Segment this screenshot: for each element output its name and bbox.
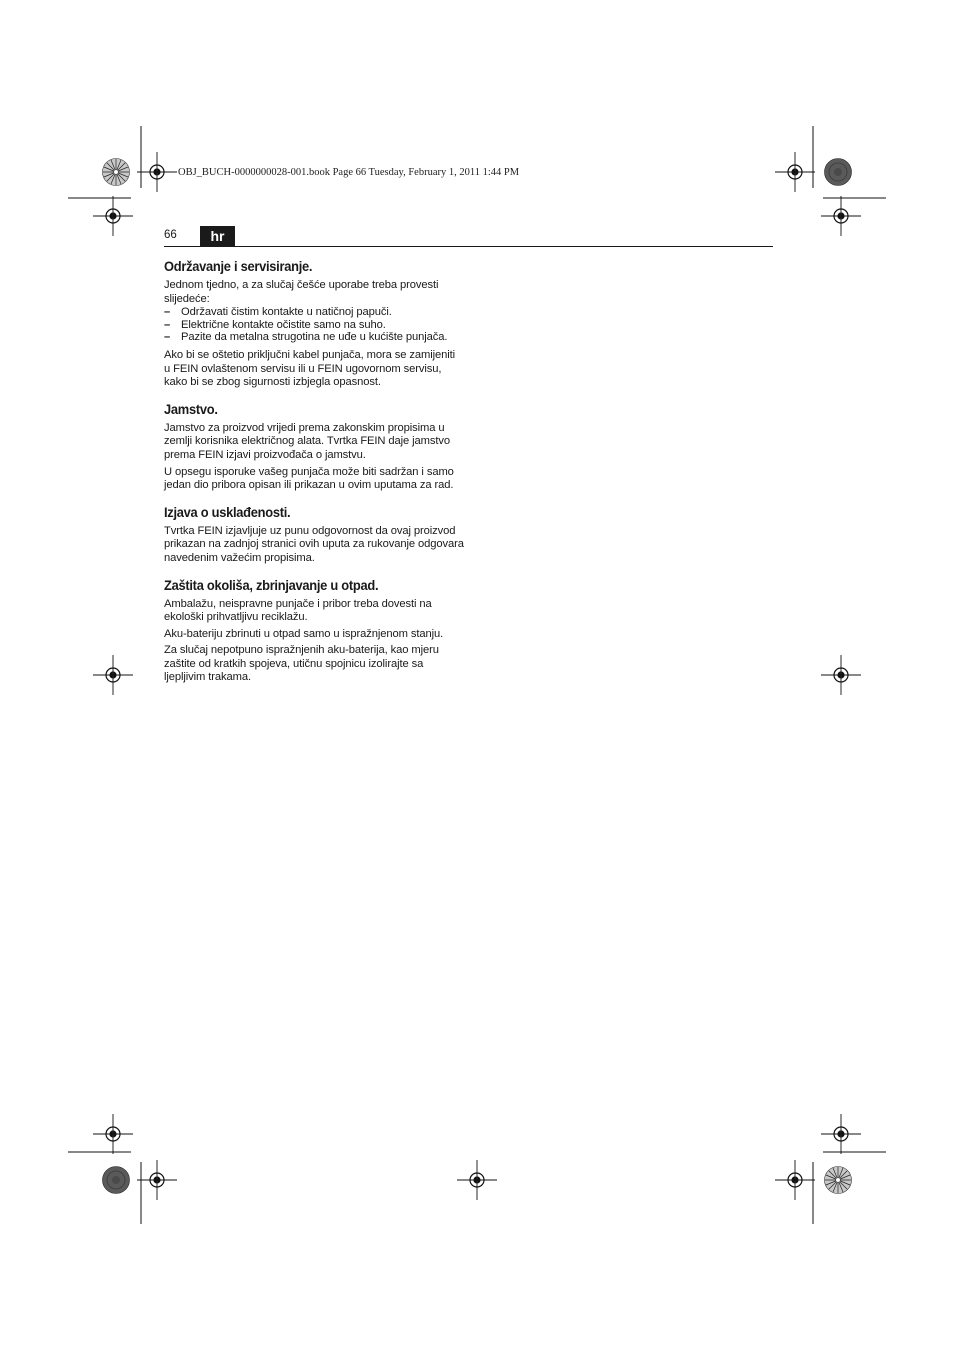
maintenance-list xyxy=(164,306,464,344)
header-rule xyxy=(164,246,773,247)
section-heading: Održavanje i servisiranje. xyxy=(164,258,313,274)
list-item: – Održavati čistim kontakte u natičnoj papuči. xyxy=(164,306,464,319)
color-wheel-icon xyxy=(103,159,130,186)
gray-wheel-icon xyxy=(103,1167,130,1194)
language-tab: hr xyxy=(200,226,235,246)
gray-wheel-icon xyxy=(825,159,852,186)
section-intro: Jednom tjedno, a za slučaj češće uporabe treba provesti slijedeće: xyxy=(164,279,439,305)
registration-mark-icon xyxy=(137,1160,177,1200)
section-declaration xyxy=(164,504,464,566)
section-paragraph: Ako bi se oštetio priključni kabel punjača, mora se zamijeniti u FEIN ovlaštenom servisu ili u FEIN ugovornom servisu, kako bi se zbog sigurnosti izbjegla opasnost. xyxy=(164,348,456,389)
section-heading: Izjava o usklađenosti. xyxy=(164,503,291,520)
section-maintenance xyxy=(164,258,464,390)
list-item: – Pazite da metalna strugotina ne uđe u kućište punjača. xyxy=(164,331,464,344)
print-header: OBJ_BUCH-0000000028-001.book Page 66 Tuesday, February 1, 2011 1:44 PM xyxy=(178,167,520,178)
registration-mark-icon xyxy=(775,1160,815,1200)
section-heading: Zaštita okoliša, zbrinjavanje u otpad. xyxy=(164,576,379,593)
list-item: – Električne kontakte očistite samo na suho. xyxy=(164,319,464,332)
registration-mark-icon xyxy=(137,152,177,192)
section-environment xyxy=(164,577,464,686)
page-number: 66 xyxy=(164,229,177,241)
registration-mark-icon xyxy=(821,1114,861,1154)
main-content xyxy=(164,258,464,696)
registration-mark-icon xyxy=(93,655,133,695)
section-warranty xyxy=(164,401,464,493)
section-paragraph: Aku-bateriju zbrinuti u otpad samo u ispražnjenom stanju. xyxy=(164,627,444,640)
registration-mark-icon xyxy=(93,1114,133,1154)
section-paragraph: Jamstvo za proizvod vrijedi prema zakonskim propisima u zemlji korisnika električnog alata. Tvrtka FEIN daje jamstvo prema FEIN izjavi proizvođača o jamstvu. xyxy=(164,421,451,461)
registration-mark-icon xyxy=(821,196,861,236)
section-paragraph: Za slučaj nepotpuno ispražnjenih aku-baterija, kao mjeru zaštite od kratkih spojeva, utičnu spojnicu izolirajte sa ljepljivim trakama. xyxy=(164,644,439,684)
section-paragraph: U opsegu isporuke vašeg punjača može biti sadržan i samo jedan dio pribora opisan ili prikazan u ovim uputama za rad. xyxy=(164,465,454,492)
registration-mark-icon xyxy=(821,655,861,695)
color-wheel-icon xyxy=(825,1167,852,1194)
registration-mark-icon xyxy=(775,152,815,192)
section-paragraph: Tvrtka FEIN izjavljuje uz punu odgovornost da ovaj proizvod prikazan na zadnjoj stranici ovih uputa za rukovanje odgovara navedenim važećim propisima. xyxy=(164,524,464,564)
section-paragraph: Ambalažu, neispravne punjače i pribor treba dovesti na ekološki prihvatljivu reciklažu. xyxy=(164,597,432,624)
section-heading: Jamstvo. xyxy=(164,400,218,417)
registration-mark-icon xyxy=(93,196,133,236)
registration-mark-icon xyxy=(457,1160,497,1200)
